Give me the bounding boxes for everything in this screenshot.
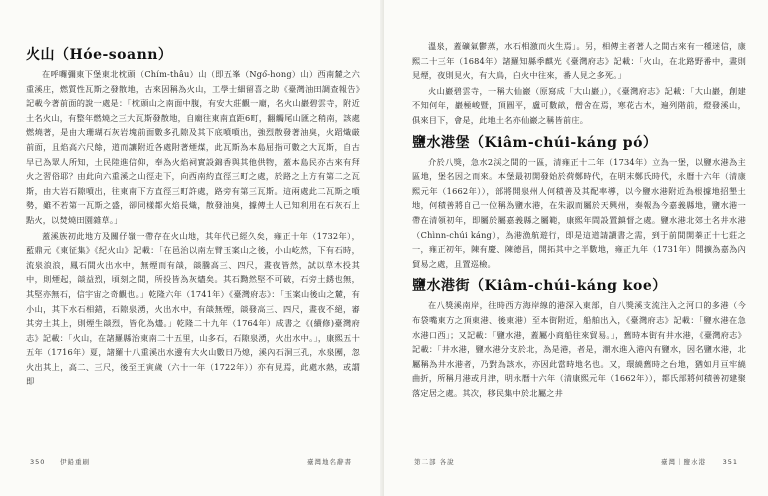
- entry-heading-hoe-soann: 火山（Hóe-soann）: [26, 47, 173, 63]
- left-text-block: [26, 46, 360, 390]
- running-head-sub: 鹽水港: [683, 458, 706, 466]
- body-paragraph: 在呼囉彌東下堡東北枕頭（Chím-thâu）山（即五峯（Ngó͘-hong）山）西南麓之六重溪庄，燃質性瓦斯之發散地，古來因稱為火山，工學士細留喜之助《臺灣油田調查報告》記載今著前面的說一處是：「枕頭山之南面中腹，有安大莊觀一廟，名火山巖碧雲寺，附近土名火山，有整年燃燒之三大瓦斯發散地，自廟往東南直距6町，翻觸尾山匯之稍南，該處燃燒著，是由大珊瑚石灰岩塊前面數多孔隙及其下底噴噴出，強烈散發著油臭，火蹈熾厳前面，且焰高六尺餘，道而讓附近各處附著煙煤，此瓦斯為本島屈指可數之大瓦斯，自古早已為眾人所知，土民陸進信仰，奉為火焰祠實設錦香與其他供物，蓋本島民亦古來有拜火之習俗耶？由此向六重溪之山徑走下，向西南約直徑三町之處，於路之上方有第二之瓦斯，由大岩石隙噴出，往東南下方直徑三町許處，路旁有第三瓦斯。這兩處此二瓦斯之噴勢，雖不若第一瓦斯之盛，卻同樣都火焰長熾，散發油臭，據傳土人已知利用在石灰石上點火，以焚燒田園雜草。」: [26, 69, 360, 225]
- page-number: 351: [722, 458, 738, 466]
- running-head-main: 臺灣: [661, 458, 676, 466]
- footer-chapter-label: [414, 457, 455, 466]
- body-paragraph: 火山巖碧雲寺，一稱大仙巖（原寫成「大山巖」），《臺灣府志》記載：「大山巖，創建不知何年，巖極峻暨，頂圓平，盧可數畝，僧舍在焉，寒花古木，遍列階前，燈發溪山，俱來目下，會是，此地土名亦仙巖之稱皆前庄。: [412, 85, 746, 125]
- right-text-block: [412, 39, 746, 401]
- page-number: 350: [30, 458, 46, 466]
- entry-heading-kiam-chui-kang-po: 鹽水港堡（Kiâm-chúi-káng pó）: [412, 134, 658, 151]
- footer-book-title: 臺灣地名辭書: [307, 458, 352, 466]
- body-paragraph: 蓋溪族初此地方及關仔嶺一帶存在火山地，其年代已經久矣，雍正十年（1732年），藍鼎元《東征集》《紀火山》記載：「在邑治以南左臂玉案山之後，小山屹然，下有石時，流泉浪浪，鳳石間火出水中，無煙而有燄，燄騰高三、四尺，晝夜皆然，試以草木投其中，則煙起，燄益烈，頃刻之間，所投皆為灰燼矣。其石黝然堅不可破，石旁土銹也無，其堅亦無石，信宇宙之奇觀也。」乾隆六年（1741年）《臺灣府志》：「玉案山後山之麓，有小山，其下水石相錯，石隙泉湧，火出水中，有燄無煙，燄發高三、四尺，晝夜不絕，審其旁土其上，則煙生燄烈，皆化為燼。」乾隆二十九年（1764年）成書之《(續修)臺灣府志》記載：「火山，在諸羅縣治東南二十五里，山多石，石隙泉湧，火出水中。」，康熙五十五年（1716年）夏，諸羅十八重溪出水邊有大火山數日乃熄，溪內石洞三孔，水泉團，忽火出其上，高二、三尺，後至王寅歲（六十一年（1722年））亦有見焉，此處水熱，或謂即: [26, 230, 360, 387]
- body-paragraph: 在八獎溪南岸，往時西方海岸線的港深入東部，自八獎溪支流注入之河口的多港（今布袋嘴東方之頂東港、後東港）至本街附近，船舶出入，《臺灣府志》記載：「鹽水港在急水港口西」；又記載：「鹽水港，蓋屬小商船往來貿易。」，舊時本街有井水港，《臺灣府志》記載：「井水港，鹽水港分支於北，為是港，者是，潮水進入港內有鹽水，因名鹽水港，北屬稱為井水港者，乃對為該水，亦因此當時地名也。又，環繞舊時之台地，猶如月亘牢繞曲折，所稱月港或月津，明永曆十六年（清康熙元年（1662年）），都氏部將何積善初建聚落定居之處。其次，移民集中於北屬之井: [412, 300, 746, 398]
- footer-chapter-title: 各說: [439, 458, 455, 466]
- body-paragraph: 介於八獎，急水2渓之間的一區，清雍正十二年（1734年）立為一堡，以鹽水港為主區地，堡名因之而來。本堡最初開發始於荷鄭時代，在明末鄭氏時代，永曆十六年（清康熙元年（1662年）），部將開泉州人何積善及其配率導，以今鹽水港附近為根據地招墾土地，何積善將自己一位稱為鹽水港，在朱淑而屬於天興州，奏報為今嘉義縣地，鹽水港一帶在清領初年，即屬於屬嘉義縣之屬範，康熙年間設置鎮督之處。鹽水港北郊土名井水港（Chìnn-chúi káng），為港漁航遊行，即是這道請讀書之需，到于前間開蓁正十七莊之一，雍正初年，陳有慶、陳德昌，開拓其中之半數地，雍正九年（1731年）開擴為嘉為內貿易之處，且置巡檢。: [412, 156, 746, 269]
- footer-chapter: 第二部: [414, 458, 437, 466]
- footer-section-label: 伊鉛重刷: [60, 458, 90, 466]
- body-paragraph: 溫泉，蓋礦氣鬱蒸，水石相激而火生焉」。另，相傳主者著人之間古來有一種迷信，康熙二十三年（1684年）諸羅知縣季麒光《臺灣府志》記載：「火山，在北路野番中，晝則見煙，夜則見火，有大鳥，白火中往來，番人見之多死。」: [412, 41, 746, 81]
- right-page: [384, 0, 768, 496]
- entry-heading-kiam-chui-kang-koe: 鹽水港街（Kiâm-chúi-káng koe）: [412, 278, 667, 295]
- running-head: 臺灣｜鹽水港: [661, 458, 706, 466]
